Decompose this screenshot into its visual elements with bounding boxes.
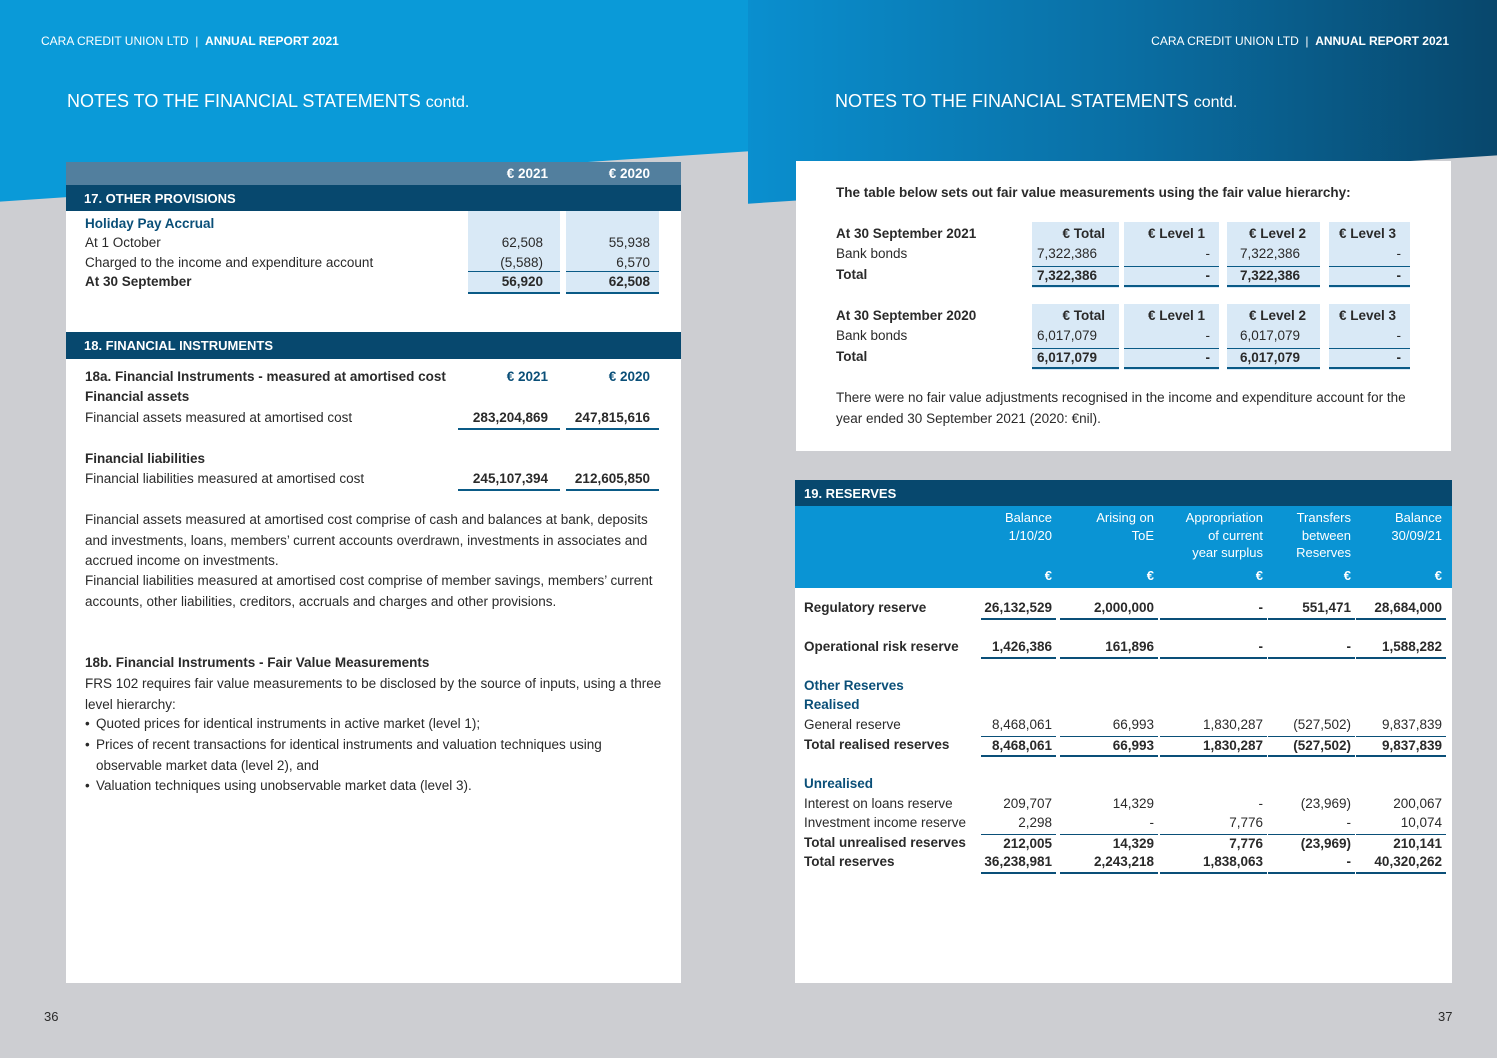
paragraph: FRS 102 requires fair value measurements to be disclosed by the source of inputs, using a three level hierarchy: bbox=[85, 676, 662, 712]
subheading: Unrealised bbox=[804, 776, 874, 791]
total-label: Total bbox=[836, 349, 868, 364]
column-header: Appropriation of current year surplus bbox=[1185, 510, 1263, 560]
value: 1,588,282 bbox=[1356, 638, 1446, 659]
block-heading: At 30 September 2020 bbox=[836, 308, 977, 323]
row-label: Bank bonds bbox=[836, 328, 908, 343]
value: 6,017,079 bbox=[1036, 328, 1097, 343]
col-2020: € 2020 bbox=[608, 166, 650, 181]
value: 10,074 bbox=[1400, 815, 1442, 830]
value: 283,204,869 bbox=[458, 409, 560, 430]
col-2020: € 2020 bbox=[608, 369, 650, 384]
page-number-right: 37 bbox=[1438, 1009, 1453, 1024]
section-18-title: 18. FINANCIAL INSTRUMENTS bbox=[66, 332, 681, 359]
page-number-left: 36 bbox=[44, 1009, 59, 1024]
row-label: Total realised reserves bbox=[804, 737, 950, 752]
value: 56,920 bbox=[468, 273, 560, 294]
value: - bbox=[1149, 815, 1154, 830]
column-header: € Level 2 bbox=[1248, 226, 1306, 241]
value: 8,468,061 bbox=[981, 736, 1056, 757]
value: 212,005 bbox=[981, 834, 1056, 852]
value: 66,993 bbox=[1112, 717, 1154, 732]
value: 26,132,529 bbox=[981, 599, 1056, 620]
value: 2,000,000 bbox=[1060, 599, 1158, 620]
value: 247,815,616 bbox=[566, 409, 659, 430]
value: 6,017,079 bbox=[1239, 328, 1300, 343]
title-suffix: contd. bbox=[1193, 94, 1238, 111]
subheading: Financial assets bbox=[85, 389, 190, 404]
paragraph: Financial liabilities measured at amortised cost comprise of member savings, members’ current accounts, other liabilities, creditors, accruals and charges and other provisions. bbox=[85, 573, 653, 609]
row-label: Investment income reserve bbox=[804, 815, 967, 830]
total-label: Total bbox=[836, 267, 868, 282]
value: 209,707 bbox=[1003, 796, 1052, 811]
bullet-text: Prices of recent transactions for identical instruments and valuation techniques using observable market data (level 2), and bbox=[96, 737, 602, 773]
report-name: ANNUAL REPORT 2021 bbox=[205, 34, 339, 48]
row-label: Total reserves bbox=[804, 854, 895, 869]
value: 2,243,218 bbox=[1060, 853, 1158, 874]
value: - bbox=[1258, 796, 1263, 811]
subheading: Financial liabilities bbox=[85, 451, 206, 466]
value: 1,830,287 bbox=[1202, 717, 1263, 732]
value: 210,141 bbox=[1356, 834, 1446, 852]
value: - bbox=[1160, 599, 1267, 620]
value: - bbox=[1329, 348, 1410, 369]
value: 7,322,386 bbox=[1227, 266, 1320, 287]
org-name: CARA CREDIT UNION LTD bbox=[1151, 34, 1299, 48]
column-header: € Level 2 bbox=[1248, 308, 1306, 323]
currency-label: € bbox=[1434, 568, 1442, 583]
title-text: NOTES TO THE FINANCIAL STATEMENTS bbox=[835, 91, 1189, 111]
subsection-18a-title: 18a. Financial Instruments - measured at amortised cost bbox=[85, 369, 446, 384]
currency-label: € bbox=[1343, 568, 1351, 583]
bullet-item: • Prices of recent transactions for identical instruments and valuation techniques using observable market data (level 2), and bbox=[85, 737, 602, 773]
subheading: Other Reserves bbox=[804, 678, 904, 693]
value: 6,017,079 bbox=[1032, 348, 1119, 369]
value: (23,969) bbox=[1268, 834, 1355, 852]
value: 28,684,000 bbox=[1356, 599, 1446, 620]
value: 66,993 bbox=[1060, 736, 1158, 757]
fair-value-note: There were no fair value adjustments recognised in the income and expenditure account for the year ended 30 September 2021 (2020: €nil). bbox=[836, 390, 1406, 426]
value: 62,508 bbox=[501, 235, 543, 250]
page-title-left bbox=[67, 91, 469, 112]
bullet-text: Quoted prices for identical instruments in active market (level 1); bbox=[96, 716, 481, 731]
value: - bbox=[1346, 815, 1351, 830]
column-header: € Total bbox=[1062, 226, 1105, 241]
title-text: NOTES TO THE FINANCIAL STATEMENTS bbox=[67, 91, 421, 111]
value: - bbox=[1160, 638, 1267, 659]
page-title-right bbox=[835, 91, 1237, 112]
value: 9,837,839 bbox=[1356, 736, 1446, 757]
value: (23,969) bbox=[1300, 796, 1351, 811]
value: 40,320,262 bbox=[1356, 853, 1446, 874]
subheading: Holiday Pay Accrual bbox=[85, 216, 215, 231]
running-header-right: CARA CREDIT UNION LTD | ANNUAL REPORT 2021 bbox=[1151, 34, 1449, 48]
column-header: € Level 3 bbox=[1338, 226, 1396, 241]
value: 1,426,386 bbox=[981, 638, 1056, 659]
column-header: € Level 1 bbox=[1147, 226, 1205, 241]
subsection-18b-title: 18b. Financial Instruments - Fair Value Measurements bbox=[85, 655, 430, 670]
value: 200,067 bbox=[1393, 796, 1442, 811]
row-label: Financial liabilities measured at amortised cost bbox=[85, 471, 365, 486]
currency-label: € bbox=[1044, 568, 1052, 583]
value: - bbox=[1124, 348, 1219, 369]
col-2021: € 2021 bbox=[506, 369, 548, 384]
col-2021: € 2021 bbox=[506, 166, 548, 181]
value: 6,570 bbox=[566, 254, 659, 272]
value: 1,830,287 bbox=[1160, 736, 1267, 757]
running-header-left: CARA CREDIT UNION LTD | ANNUAL REPORT 2021 bbox=[41, 34, 339, 48]
value: - bbox=[1124, 266, 1219, 287]
value: 14,329 bbox=[1060, 834, 1158, 852]
column-header: € Total bbox=[1062, 308, 1105, 323]
column-header: Balance 30/09/21 bbox=[1391, 510, 1442, 543]
value: 6,017,079 bbox=[1227, 348, 1320, 369]
row-label: Charged to the income and expenditure account bbox=[85, 255, 374, 270]
column-header: Arising on ToE bbox=[1096, 510, 1154, 543]
value: 62,508 bbox=[566, 273, 659, 294]
section-19-title: 19. RESERVES bbox=[795, 480, 1452, 506]
value: 9,837,839 bbox=[1381, 717, 1442, 732]
column-header: Balance 1/10/20 bbox=[1005, 510, 1052, 543]
bullet-item: • Valuation techniques using unobservable market data (level 3). bbox=[85, 778, 472, 793]
value: 2,298 bbox=[1018, 815, 1052, 830]
value: - bbox=[1205, 328, 1210, 343]
row-label: Regulatory reserve bbox=[804, 600, 927, 615]
subheading: Realised bbox=[804, 697, 860, 712]
currency-label: € bbox=[1146, 568, 1154, 583]
row-label: At 30 September bbox=[85, 274, 192, 289]
value: 161,896 bbox=[1060, 638, 1158, 659]
report-name: ANNUAL REPORT 2021 bbox=[1315, 34, 1449, 48]
column-header: € Level 1 bbox=[1147, 308, 1205, 323]
value: - bbox=[1268, 853, 1355, 874]
row-label: Bank bonds bbox=[836, 246, 908, 261]
section-17-title: 17. OTHER PROVISIONS bbox=[66, 185, 681, 211]
value: 7,322,386 bbox=[1239, 246, 1300, 261]
row-label: At 1 October bbox=[85, 235, 161, 250]
value: - bbox=[1329, 266, 1410, 287]
value: 212,605,850 bbox=[566, 470, 659, 491]
value: 1,838,063 bbox=[1160, 853, 1267, 874]
title-suffix: contd. bbox=[425, 94, 470, 111]
column-header: € Level 3 bbox=[1338, 308, 1396, 323]
value: - bbox=[1396, 328, 1401, 343]
value: 7,776 bbox=[1160, 834, 1267, 852]
value: 245,107,394 bbox=[458, 470, 560, 491]
value: - bbox=[1268, 638, 1355, 659]
value: (5,588) bbox=[468, 254, 560, 272]
bullet-item: • Quoted prices for identical instruments in active market (level 1); bbox=[85, 716, 481, 731]
fair-value-intro: The table below sets out fair value measurements using the fair value hierarchy: bbox=[836, 185, 1351, 200]
value: 14,329 bbox=[1112, 796, 1154, 811]
block-heading: At 30 September 2021 bbox=[836, 226, 977, 241]
row-label: Financial assets measured at amortised cost bbox=[85, 410, 353, 425]
value: (527,502) bbox=[1268, 736, 1355, 757]
row-label: Total unrealised reserves bbox=[804, 835, 966, 850]
value: 7,776 bbox=[1229, 815, 1263, 830]
row-label: General reserve bbox=[804, 717, 901, 732]
value: 36,238,981 bbox=[981, 853, 1056, 874]
value: - bbox=[1396, 246, 1401, 261]
bullet-text: Valuation techniques using unobservable market data (level 3). bbox=[96, 778, 472, 793]
org-name: CARA CREDIT UNION LTD bbox=[41, 34, 189, 48]
value: 7,322,386 bbox=[1036, 246, 1097, 261]
paragraph: Financial assets measured at amortised cost comprise of cash and balances at bank, deposits and investments, loans, members’ current accounts overdrawn, investments in associates and accrued income on investments. bbox=[85, 512, 648, 568]
value: 7,322,386 bbox=[1032, 266, 1119, 287]
value: 8,468,061 bbox=[991, 717, 1052, 732]
row-label: Operational risk reserve bbox=[804, 639, 959, 654]
value: - bbox=[1205, 246, 1210, 261]
column-header: Transfers between Reserves bbox=[1296, 510, 1351, 560]
row-label: Interest on loans reserve bbox=[804, 796, 953, 811]
value: 55,938 bbox=[608, 235, 650, 250]
currency-label: € bbox=[1255, 568, 1263, 583]
value: 551,471 bbox=[1268, 599, 1355, 620]
value: (527,502) bbox=[1293, 717, 1351, 732]
